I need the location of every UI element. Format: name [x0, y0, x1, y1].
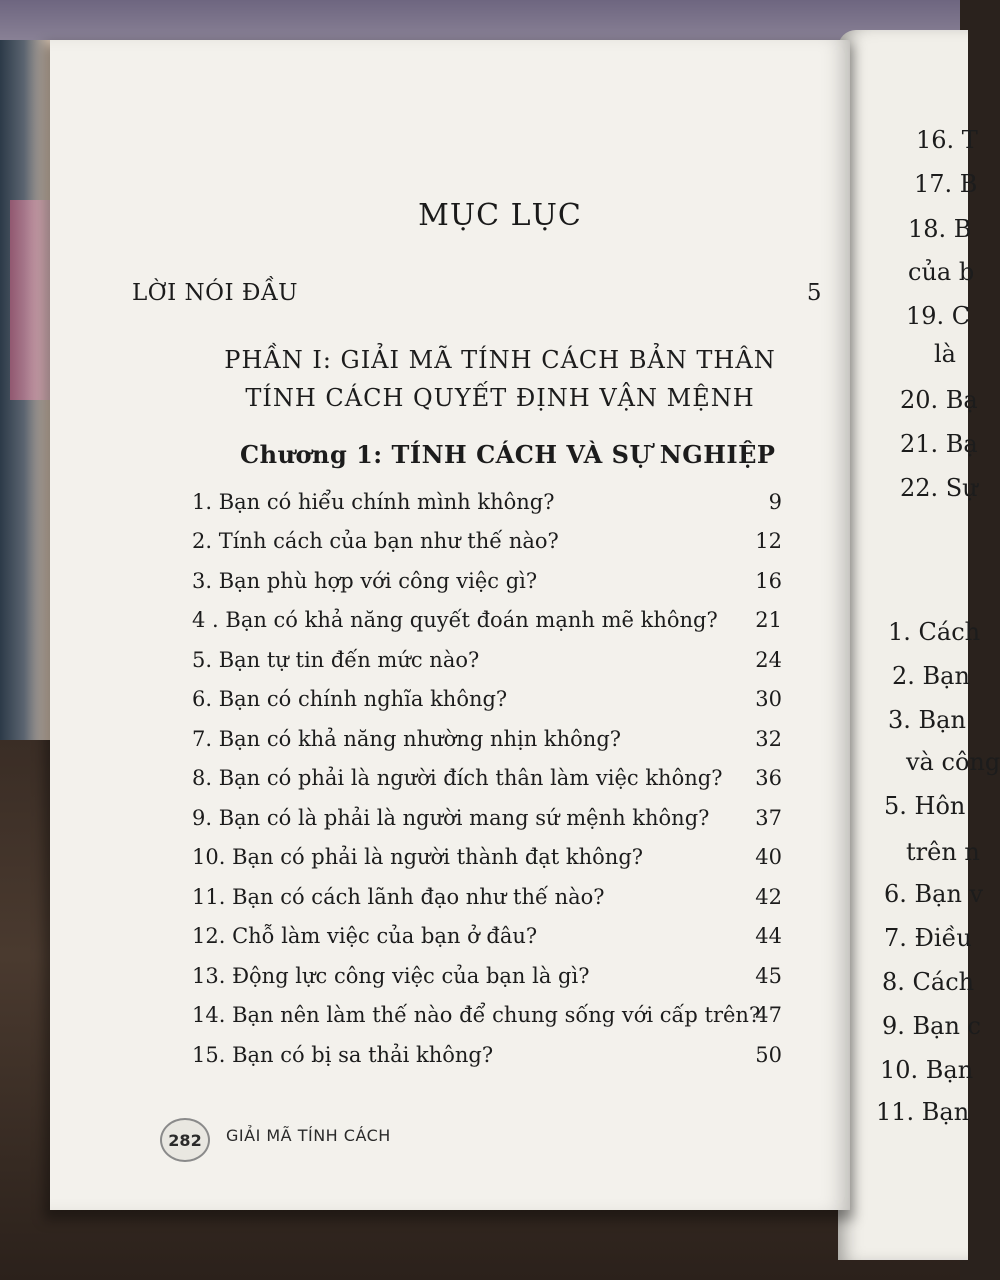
toc-entry: [192, 924, 782, 958]
facing-line: 20. Bạ: [900, 386, 978, 414]
facing-line: là: [934, 340, 956, 368]
toc-entry-page: 24: [755, 648, 782, 672]
part-heading-line-2: TÍNH CÁCH QUYẾT ĐỊNH VẬN MỆNH: [245, 384, 755, 412]
toc-entry-title: 11. Bạn có cách lãnh đạo như thế nào?: [192, 885, 605, 909]
toc-entry-page: 42: [755, 885, 782, 909]
toc-entry: [192, 766, 782, 800]
toc-entry-page: 16: [755, 569, 782, 593]
toc-entry: [192, 687, 782, 721]
toc-entry-page: 36: [755, 766, 782, 790]
toc-entry-title: 15. Bạn có bị sa thải không?: [192, 1043, 494, 1067]
toc-entry-title: 8. Bạn có phải là người đích thân làm việc không?: [192, 766, 723, 790]
facing-line: 17. B: [914, 170, 978, 198]
toc-entry-title: 7. Bạn có khả năng nhường nhịn không?: [192, 727, 622, 751]
facing-line: 6. Bạn v: [884, 880, 984, 908]
part-heading-line-1: PHẦN I: GIẢI MÃ TÍNH CÁCH BẢN THÂN: [224, 346, 776, 374]
toc-entry: [192, 490, 782, 524]
toc-entry-title: 6. Bạn có chính nghĩa không?: [192, 687, 508, 711]
book-page: [50, 40, 850, 1210]
toc-entry: [192, 727, 782, 761]
toc-entry-title: 3. Bạn phù hợp với công việc gì?: [192, 569, 538, 593]
toc-entry-title: 12. Chỗ làm việc của bạn ở đâu?: [192, 924, 538, 948]
toc-entry-page: 47: [755, 1003, 782, 1027]
toc-entry: [192, 608, 782, 642]
toc-entry-page: 9: [768, 490, 782, 514]
toc-entry: [192, 1043, 782, 1077]
page-title: MỤC LỤC: [418, 198, 582, 233]
toc-entry: [192, 648, 782, 682]
toc-entry-page: 32: [755, 727, 782, 751]
facing-line: 11. Bạn: [876, 1098, 970, 1126]
facing-line: và công: [906, 748, 1000, 776]
toc-entry-title: 1. Bạn có hiểu chính mình không?: [192, 490, 555, 514]
toc-entry-title: 13. Động lực công việc của bạn là gì?: [192, 964, 590, 988]
toc-entry-title: 2. Tính cách của bạn như thế nào?: [192, 529, 559, 553]
facing-line: 5. Hôn: [884, 792, 966, 820]
facing-line: 7. Điều: [884, 924, 972, 952]
facing-line: 21. Bạ: [900, 430, 978, 458]
facing-line: 3. Bạn: [888, 706, 966, 734]
toc-entry: [192, 529, 782, 563]
toc-entry-title: 10. Bạn có phải là người thành đạt không?: [192, 845, 644, 869]
toc-entry-page: 37: [755, 806, 782, 830]
toc-entry: [192, 1003, 782, 1037]
chapter-heading: Chương 1: TÍNH CÁCH VÀ SỰ NGHIỆP: [240, 440, 776, 469]
running-title: GIẢI MÃ TÍNH CÁCH: [226, 1126, 391, 1145]
toc-entry: [192, 885, 782, 919]
toc-entry-title: 4 . Bạn có khả năng quyết đoán mạnh mẽ không?: [192, 608, 718, 632]
facing-line: 9. Bạn c: [882, 1012, 981, 1040]
toc-entry-page: 45: [755, 964, 782, 988]
toc-entry: [192, 806, 782, 840]
toc-entry-page: 30: [755, 687, 782, 711]
preface-page: 5: [806, 280, 822, 306]
facing-line: 19. C: [906, 302, 971, 330]
toc-entry-title: 9. Bạn có là phải là người mang sứ mệnh không?: [192, 806, 710, 830]
toc-entry-page: 40: [755, 845, 782, 869]
toc-entry-page: 12: [755, 529, 782, 553]
facing-line: 18. B: [908, 215, 972, 243]
toc-entry-page: 21: [755, 608, 782, 632]
page-number-badge: 282: [160, 1118, 210, 1162]
toc-entry-page: 50: [755, 1043, 782, 1067]
preface-label: LỜI NÓI ĐẦU: [132, 280, 298, 306]
toc-entry-page: 44: [755, 924, 782, 948]
facing-line: 10. Bạn: [880, 1056, 974, 1084]
toc-entry: [192, 569, 782, 603]
page-footer: [160, 1118, 460, 1158]
toc-entry: [192, 964, 782, 998]
facing-line: trên n: [906, 838, 980, 866]
facing-line: 1. Cách: [888, 618, 981, 646]
toc-entry: [192, 845, 782, 879]
facing-line: 16. T: [916, 126, 978, 154]
facing-line: 8. Cách: [882, 968, 975, 996]
toc-entry-title: 14. Bạn nên làm thế nào để chung sống với cấp trên?: [192, 1003, 761, 1027]
toc-entry-title: 5. Bạn tự tin đến mức nào?: [192, 648, 480, 672]
facing-line: 2. Bạn: [892, 662, 970, 690]
facing-page: [838, 30, 1000, 1260]
facing-line: 22. Sự: [900, 474, 978, 502]
facing-line: của b: [908, 258, 975, 286]
